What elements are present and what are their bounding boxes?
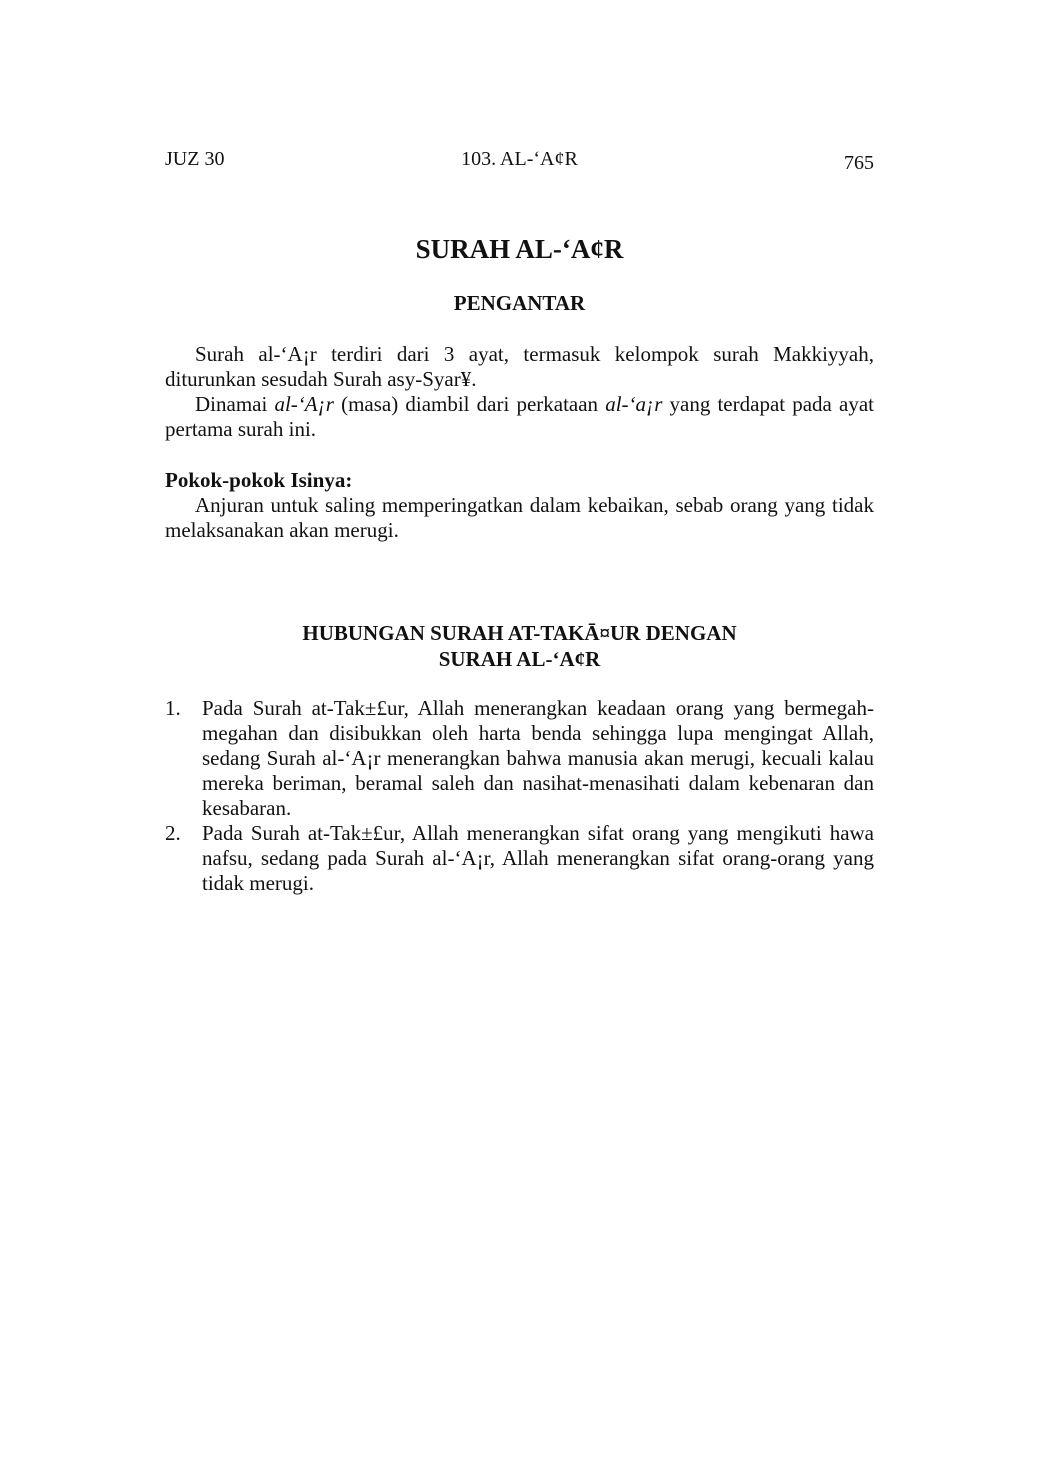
list-item-number: 2. <box>165 821 181 845</box>
list-item <box>165 821 874 896</box>
running-head <box>165 146 874 172</box>
intro-p2-after: yang terdapat pada ayat pertama surah ini. <box>165 392 874 441</box>
list-item-text: Pada Surah at-Tak±£ur, Allah menerangkan keadaan orang yang bermegah-megahan dan disibukkan oleh harta benda sehingga lupa mengingat Allah, sedang Surah al-‘A¡r menerangkan bahwa manusia akan merugi, kecuali kalau mereka beriman, beramal saleh dan nasihat-menasihati dalam kebenaran dan kesabaran. <box>202 696 874 820</box>
pokok-paragraph: Anjuran untuk saling memperingatkan dalam kebaikan, sebab orang yang tidak melaksanakan akan merugi. <box>165 493 874 542</box>
pokok-heading: Pokok-pokok Isinya: <box>165 468 353 492</box>
relation-heading-line-2: SURAH AL-‘A¢R <box>438 647 601 671</box>
intro-p2-italic-term: al-‘A¡r <box>274 392 334 416</box>
intro-p2-before: Dinamai <box>195 392 275 416</box>
intro-paragraph-2 <box>165 392 874 442</box>
page-number: 765 <box>844 152 874 174</box>
intro-p2-mid: (masa) diambil dari perkataan <box>333 392 606 416</box>
relation-list <box>165 696 874 896</box>
intro-paragraph-1: Surah al-‘A¡r terdiri dari 3 ayat, termasuk kelompok surah Makkiyyah, diturunkan sesudah Surah asy-Syar¥. <box>165 342 874 391</box>
intro-p2-italic-word: al-‘a¡r <box>605 392 663 416</box>
surah-title: SURAH AL-‘A¢R <box>415 234 624 264</box>
relation-heading-line-1: HUBUNGAN SURAH AT-TAKĀ¤UR DENGAN <box>302 621 737 645</box>
section-subtitle: PENGANTAR <box>453 291 586 315</box>
juz-label: JUZ 30 <box>165 148 225 170</box>
relation-heading <box>165 620 874 672</box>
list-item-number: 1. <box>165 696 181 720</box>
intro-section <box>165 342 874 442</box>
chapter-label: 103. AL-‘A¢R <box>461 148 578 170</box>
list-item <box>165 696 874 821</box>
list-item-text: Pada Surah at-Tak±£ur, Allah menerangkan sifat orang yang mengikuti hawa nafsu, sedang pada Surah al-‘A¡r, Allah menerangkan sifat orang-orang yang tidak merugi. <box>202 821 874 895</box>
pokok-section <box>165 468 874 543</box>
